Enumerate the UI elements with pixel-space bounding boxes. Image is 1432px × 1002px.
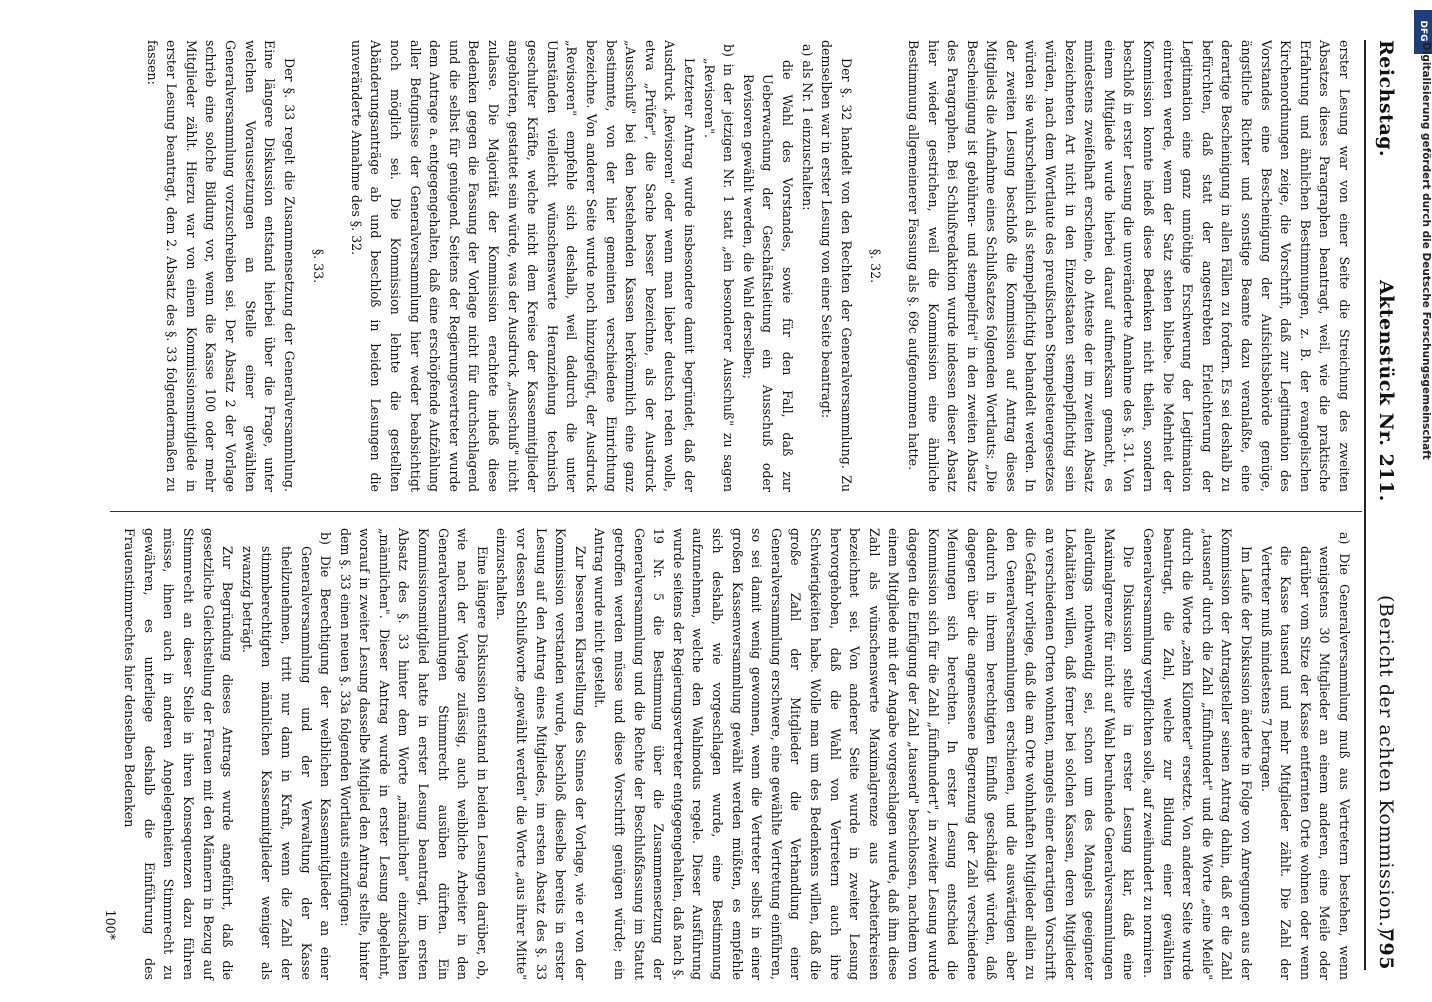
list-item-text: die Wahl des Vorstandes, sowie für den Fall, daß zur Ueberwachung der Geschäftsleitung ein Ausschuß oder Revisoren gewählt werden, die Wahl derselben; [740, 60, 795, 492]
digitization-note [1414, 22, 1432, 1002]
paragraph: erster Lesung war von einer Seite die Streichung des zweiten Absatzes dieses Paragraphen beantragt, weil, wie die praktische Erfahrung und ähnlichen Bestimmungen, z. B. der evangelischen Kirchenordnungen zeige, die Vorschrift, daß zur Legitimation des Vorstandes eine Bescheinigung der Aufsichtsbehörde genüge, ängstliche Richter und sonstige Beamte dazu veranlaßte, eine derartige Bescheinigung in allen Fällen zu fordern. Es sei deshalb zu befürchten, daß statt der angestrebten Erleichterung der Legitimation eine ganz unnöthige Erschwerung der Legitimation eintreten werde, wenn der Satz stehen bliebe. Die Mehrheit der Kommission konnte indeß diese Bedenken nicht theilen, sondern beschloß in erster Lesung die unveränderte Annahme des §. 31. Von einem Mitgliede wurde hierbei darauf aufmerksam gemacht, es mindestens zweifelhaft erscheine, ob Atteste der im zweiten Absatz bezeichneten Art nicht in den Einzelstaaten stempelpflichtig sein würden, nach dem Wortlaute des preußischen Stempelsteuergesetzes würden sie wahrscheinlich als stempelpflichtig behandelt werden. In der zweiten Lesung beschloß die Kommission auf Antrag dieses Mitglieds die Aufnahme eines Schlußsatzes folgenden Wortlauts: „Die Bescheinigung ist gebühren- und stempelfrei" in den zweiten Absatz des Paragraphen. Bei Schlußredaktion wurde indessen dieser Absatz hier wieder gestrichen, weil die Kommission eine ähnliche Bestimmung allgemeinerer Fassung als §. 69c aufgenommen hatte. [905, 40, 1352, 492]
digitization-note-text: Digitalisierung gefördert durch die Deutsche Forschungsgemeinschaft [1420, 42, 1432, 460]
page-number: 795 [1375, 928, 1397, 970]
list-item-label: a) als Nr. 1 einzuschalten: [799, 44, 815, 211]
header-left: Reichstag. [1375, 40, 1397, 158]
list-item: a) Die Generalversammlung muß aus Vertretern bestehen, wenn wenigstens 30 Mitglieder an einem anderen, eine Meile oder darüber vom Sitze der Kasse entfernten Orte wohnen oder wenn die Kasse tausend und mehr Mitglieder zählt. Die Zahl der Vertreter muß mindestens 7 betragen. [1258, 532, 1352, 980]
right-column [100, 528, 1354, 980]
signature-mark: 100* [102, 909, 118, 940]
paragraph: Zur besseren Klarstellung des Sinnes der Vorlage, wie er von der Kommission verstanden wurde, beschloß dieselbe bereits in erster Lesung auf den Antrag eines Mitgliedes, im ersten Absatz des §. 33 vor dessen Schlußworte „gewählt werden" die Worte „aus ihrer Mitte" einzuschalten. [494, 528, 588, 980]
dfg-logo-text: DFG [1418, 20, 1428, 42]
header-document-number: Aktenstück Nr. 211. [1375, 280, 1397, 502]
list-item: b) Die Berechtigung der weiblichen Kassenmitglieder an einer Generalversammlung und der Verwaltung der Kasse theilzunehmen, tritt nur dann in Kraft, wenn die Zahl der stimmberechtigten männlichen Kassenmitglieder weniger als zwanzig beträgt. [239, 532, 334, 980]
paragraph: Letzterer Antrag wurde insbesondere damit begründet, daß der Ausdruck „Revisoren" oder wenn man lieber deutsch reden wolle, etwa „Prüfer", die Sache besser bezeichne, als der Ausdruck „Ausschuß" bei den bestehenden Kassen herkömmlich eine ganz bestimmte, von der hier gemeinten verschiedene Einrichtung bezeichne. Von anderer Seite wurde noch hinzugefügt, der Ausdruck „Revisoren" empfehle sich deshalb, weil dadurch die unter Umständen vielleicht wünschenswerte Heranziehung technisch geschulter Kräfte, welche nicht dem Kreise der Kassenmitglieder angehörten, gestattet sein würde, was der Ausdruck „Ausschuß" nicht zulasse. Die Majorität der Kommission erachtete indeß diese Bedenken gegen die Fassung der Vorlage nicht für durchschlagend und die selbst für genügend. Seitens der Regierungsvertreter wurde dem Antrage a. entgegengehalten, daß eine erschöpfende Aufzählung aller Befugnisse der Generalversammlung hier weder beabsichtigt noch möglich sei. Die Kommission lehnte die gestellten Abänderungsanträge ab und beschloß in beiden Lesungen die unveränderte Annahme des §. 32. [348, 40, 697, 492]
section-heading-33: §. 33. [311, 248, 327, 284]
paragraph: Der §. 33 regelt die Zusammensetzung der Generalversammlung. Eine längere Diskussion entstand hierbei über die Frage, unter welchen Voraussetzungen an Stelle einer gewählten Generalversammlung vorzuschreiben sei. Der Absatz 2 der Vorlage schrieb eine solche Bildung vor, wenn die Kasse 100 oder mehr Mitglieder zählt. Hierzu war von einem Kommissionsmitgliede in erster Lesung beantragt, dem 2. Absatz des §. 33 folgendermaßen zu fassen: [144, 40, 297, 492]
header-report-title: (Bericht der achten Kommission.) [1375, 595, 1397, 936]
header-rule [1364, 40, 1366, 970]
section-heading-32: §. 32. [868, 248, 884, 284]
left-column [142, 40, 1354, 492]
page-header [1367, 40, 1397, 970]
list-item: b) in der jetzigen Nr. 1 statt „ein besonderer Ausschuß" zu sagen „Revisoren". [701, 44, 737, 492]
paragraph: Eine längere Diskussion entstand in beiden Lesungen darüber, ob, wie nach der Vorlage zulässig, auch weibliche Arbeiter in den Generalversammlungen Stimmrecht ausüben dürften. Ein Kommissionsmitglied hatte in erster Lesung beantragt, im ersten Absatz des §. 33 hinter dem Worte „männlichen" einzuschalten „männlichen". Dieser Antrag wurde in erster Lesung abgelehnt, worauf in zweiter Lesung dasselbe Mitglied den Antrag stellte, hinter dem §. 33 einen neuen §. 33a folgenden Wortlauts einzufügen: [337, 528, 490, 980]
column-divider [110, 511, 1362, 512]
paragraph: Zur Begründung dieses Antrags wurde angeführt, daß die gesetzliche Gleichstellung der Frauen mit den Männern in Bezug auf Stimmrecht an dieser Stelle in ihren Konsequenzen dazu führen müsse, ihnen auch in anderen Angelegenheiten Stimmrecht zu gewähren, es unterliege deshalb die Einführung des Frauenstimmrechtes hier denselben Bedenken [122, 528, 236, 980]
paragraph: Die Diskussion stellte in erster Lesung klar, daß eine Maximalgrenze für nicht auf Wahl beruhende Generalversammlungen allerdings nothwendig sei, schon um des Mangels geeigneter Lokalitäten willen, daß ferner bei solchen Kassen, deren Mitglieder an verschiedenen Orten wohnten, mangels einer derartigen Vorschrift die Gefahr vorliege, daß die am Orte wohnhaften Mitglieder allein zu den Generalversammlungen erschienen, und die auswärtigen aber dadurch in ihrem berechtigten Einfluß geschädigt würden, daß dagegen über die angemessene Begrenzung der Zahl verschiedene Meinungen sich berechten. In erster Lesung entschied die Kommission sich für die Zahl „fünfhundert", in zweiter Lesung wurde dagegen die Einfügung der Zahl „tausend" beschlossen, nachdem von einem Mitgliede mit der Angabe vorgeschlagen wurde, daß ihm diese Zahl als wünschenswerte Maximalgrenze aus Arbeiterkreisen bezeichnet sei. Von anderer Seite wurde in zweiter Lesung hervorgehoben, daß die Wahl von Vertretern auch ihre Schwierigkeiten habe. Wolle man um des Bedenkens willen, daß die große Zahl der Mitglieder die Verhandlung einer Generalversammlung erschwere, eine gewählte Vertretung einführen, so sei damit wenig gewonnen, wenn die Vertreter selbst in einer großen Kassenversammlung gewählt werden müßten, es empfehle sich deshalb, wie vorgeschlagen wurde, eine Bestimmung aufzunehmen, welche den Wahlmodus regele. Dieser Ausführung wurde seitens der Regierungsvertreter entgegengehalten, daß nach §. 19 Nr. 5 die Bestimmung über die Zusammensetzung der Generalversammlung und die Rechte der Beschlußfassung im Statut getroffen werden müsse und diese Vorschrift genügen würde; ein Antrag wurde nicht gestellt. [592, 528, 1137, 980]
paragraph: Im Laufe der Diskussion änderte in Folge von Anregungen aus der Kommission der Antragsteller seinen Antrag dahin, daß er die Zahl „tausend" durch die Zahl „fünfhundert" und die Worte „eine Meile" durch die Worte „zehn Kilometer" ersetzte. Von anderer Seite wurde beantragt, die Zahl, welche zur Bildung einer gewählten Generalversammlung verpflichten solle, auf zweihundert zu normiren. [1141, 528, 1255, 980]
paragraph: Der §. 32 handelt von den Rechten der Generalversammlung. Zu demselben war in erster Lesung von einer Seite beantragt: [819, 40, 854, 492]
